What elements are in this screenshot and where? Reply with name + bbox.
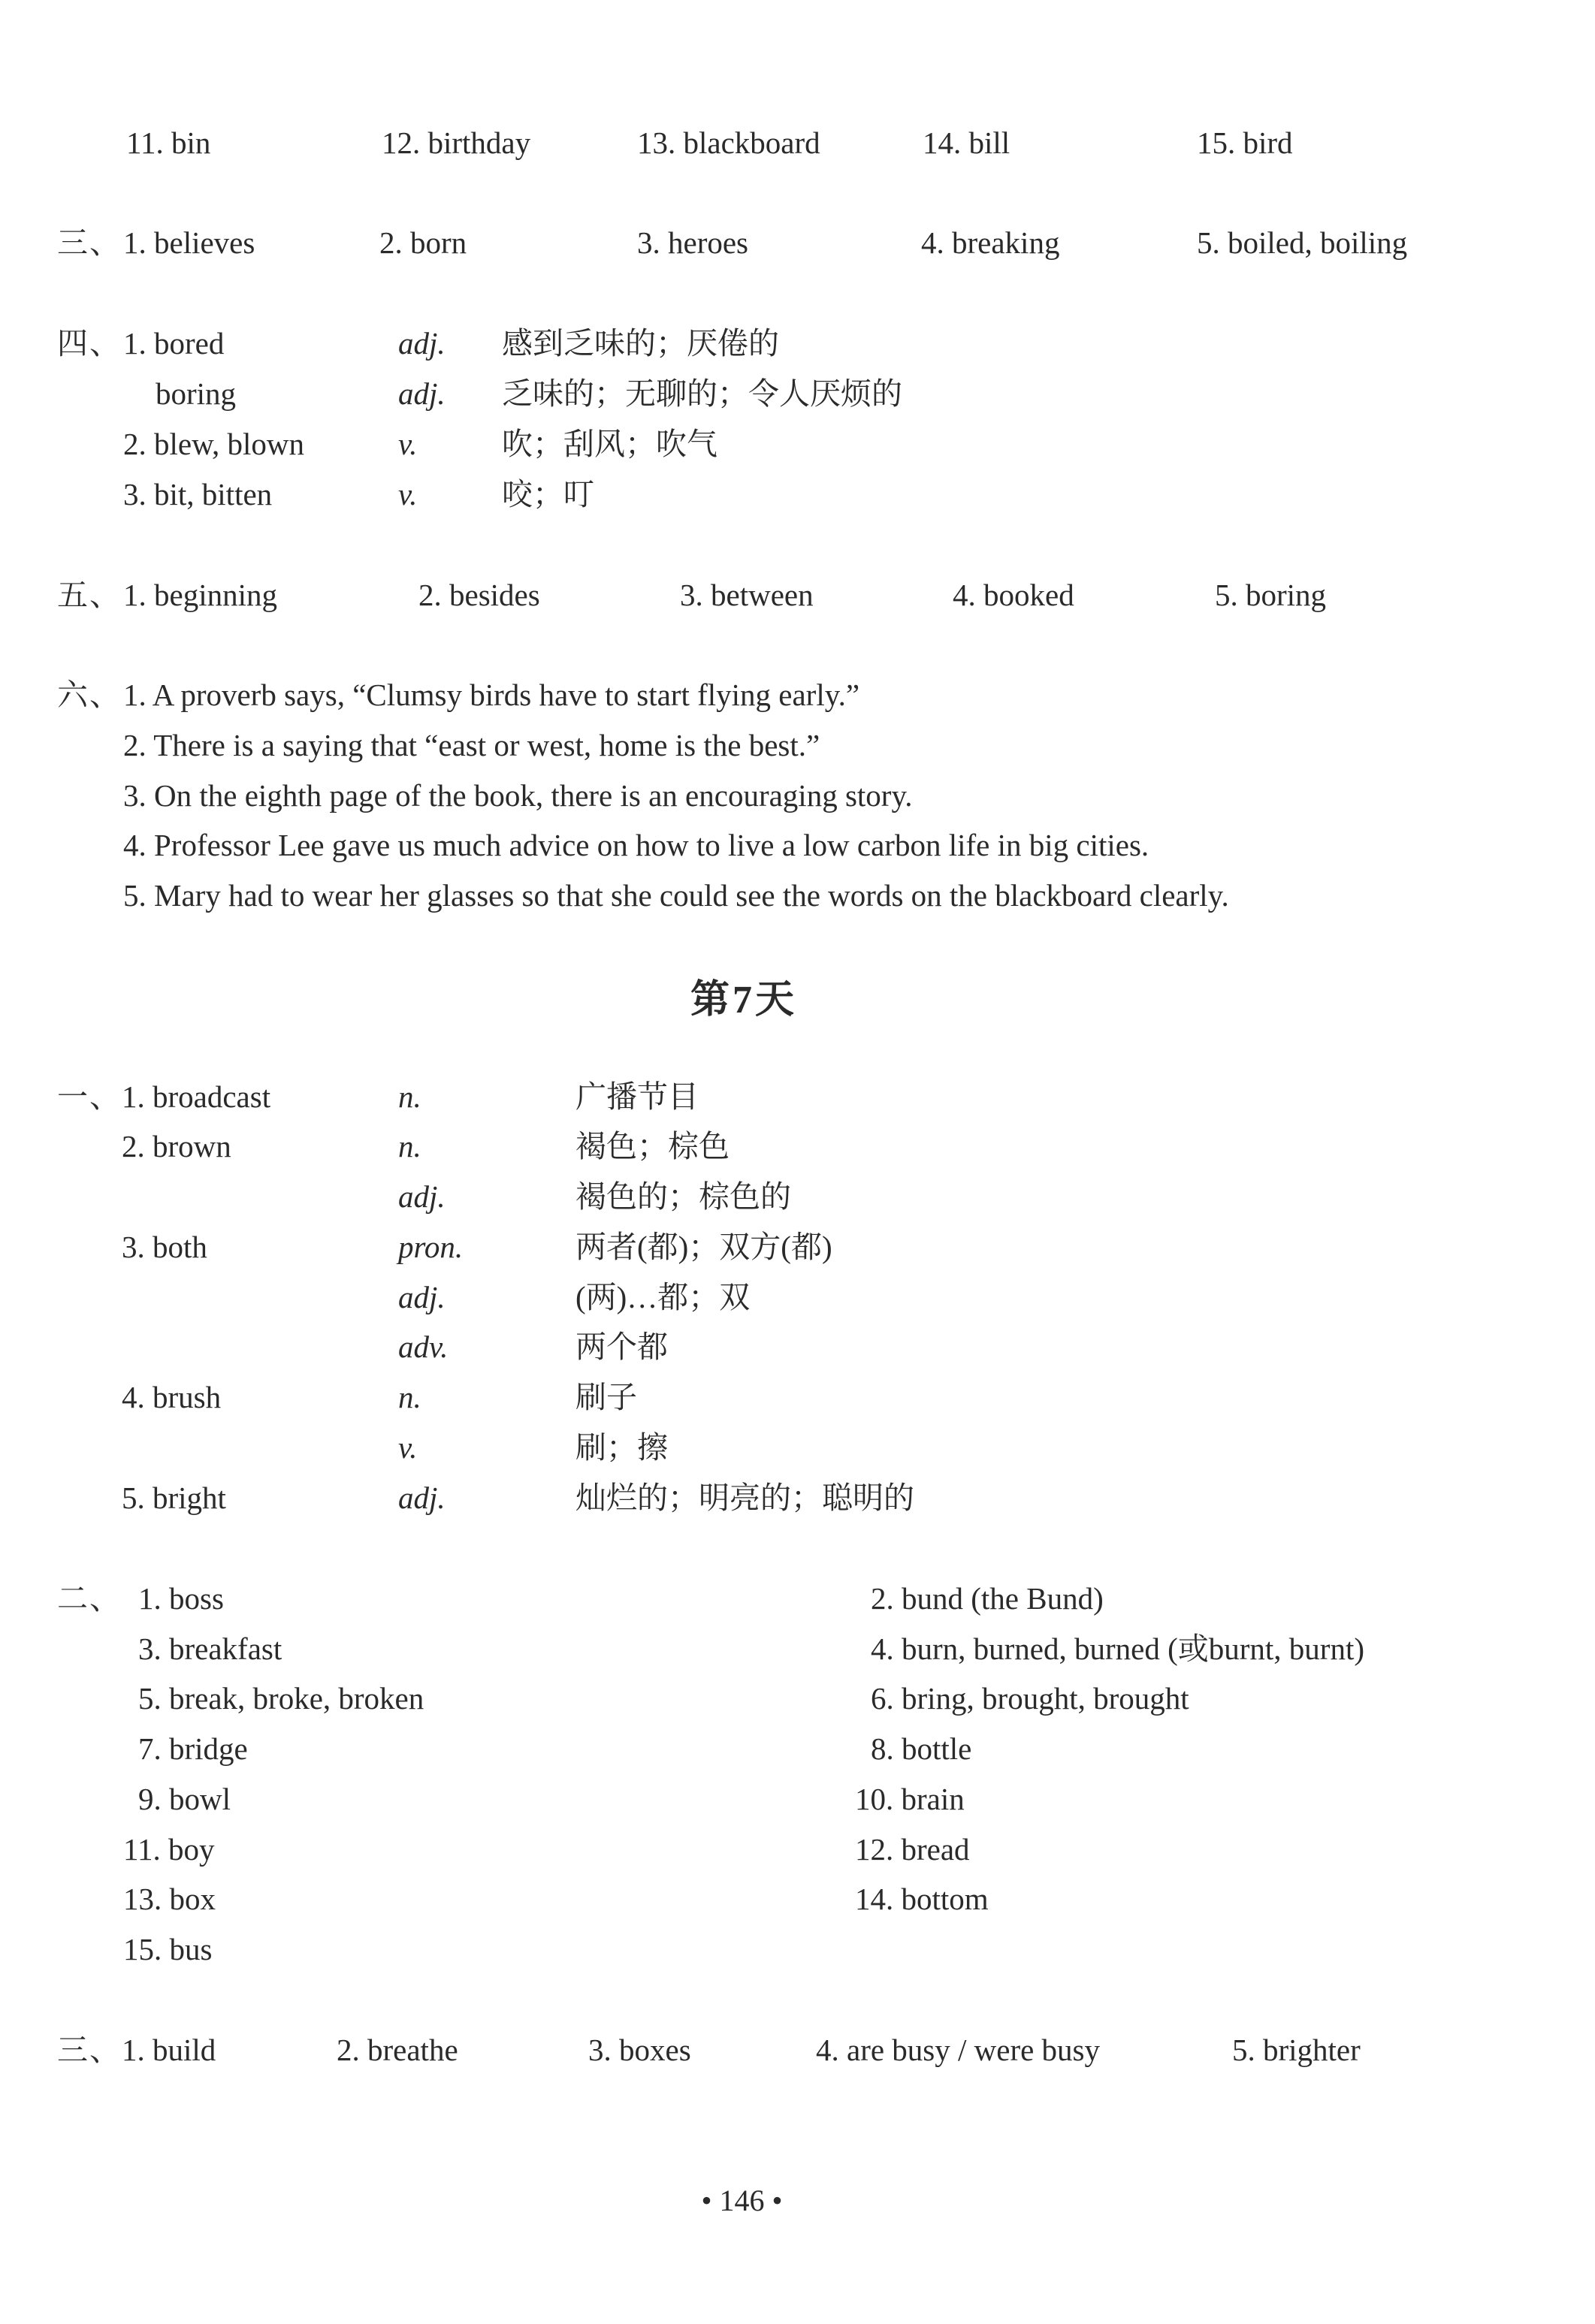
vocab-word: 1. bored [123, 326, 225, 361]
vocab-word: 1. broadcast [122, 1079, 271, 1114]
vocab-word: 5. bright [122, 1480, 226, 1515]
answer-item: 15. bus [123, 1932, 213, 1966]
answer-item: 7. bridge [138, 1731, 248, 1766]
part-of-speech: adj. [398, 376, 446, 411]
part-of-speech: v. [398, 427, 418, 461]
vocab-meaning: 褐色的；棕色的 [575, 1179, 791, 1214]
answer-item: 8. bottle [871, 1731, 972, 1766]
answer-item: 3. heroes [637, 225, 749, 260]
vocab-meaning: 吹；刮风；吹气 [502, 427, 717, 461]
vocab-meaning: 两个都 [575, 1330, 668, 1364]
part-of-speech: adj. [398, 1280, 446, 1314]
answer-item: 3. between [680, 578, 814, 612]
answer-item: 14. bottom [855, 1882, 989, 1916]
vocab-word: 2. brown [122, 1129, 231, 1164]
part-of-speech: adj. [398, 326, 446, 361]
section-marker: 二、 [57, 1581, 122, 1616]
answer-item: 6. bring, brought, brought [871, 1681, 1189, 1716]
answer-item: 2. besides [418, 578, 540, 612]
vocab-meaning: (两)…都；双 [575, 1280, 751, 1314]
answer-item: 1. boss [138, 1581, 224, 1616]
answer-item: 9. bowl [138, 1782, 231, 1816]
vocab-word: 2. blew, blown [123, 427, 305, 461]
vocab-meaning: 咬；叮 [502, 477, 594, 512]
vocab-word: boring [156, 376, 237, 411]
vocab-meaning: 褐色；棕色 [575, 1129, 730, 1164]
part-of-speech: adj. [398, 1179, 446, 1214]
section-marker: 四、 [57, 326, 122, 361]
answer-item: 1. believes [123, 225, 255, 260]
translation-sentence: 5. Mary had to wear her glasses so that she could see the words on the blackboard clearly. [123, 878, 1229, 913]
answer-item: 15. bird [1197, 125, 1293, 160]
answer-item: 5. boring [1215, 578, 1327, 612]
vocab-meaning: 乏味的；无聊的；令人厌烦的 [502, 376, 902, 411]
day-title: 第7天 [690, 979, 797, 1022]
vocab-word: 4. brush [122, 1380, 222, 1414]
vocab-meaning: 两者(都)；双方(都) [575, 1230, 832, 1264]
answer-item: 13. box [123, 1882, 216, 1916]
vocab-word: 3. bit, bitten [123, 477, 273, 512]
section-marker: 三、 [57, 2033, 122, 2067]
answer-item: 11. bin [126, 125, 211, 160]
vocab-meaning: 刷子 [575, 1380, 637, 1414]
answer-item: 1. beginning [123, 578, 277, 612]
part-of-speech: v. [398, 1430, 418, 1465]
translation-sentence: 4. Professor Lee gave us much advice on how to live a low carbon life in big cities. [123, 828, 1149, 862]
part-of-speech: n. [398, 1380, 421, 1414]
part-of-speech: adv. [398, 1330, 449, 1364]
section-marker: 一、 [57, 1079, 122, 1114]
answer-item: 12. birthday [382, 125, 531, 160]
part-of-speech: pron. [398, 1230, 464, 1264]
answer-item: 13. blackboard [637, 125, 820, 160]
answer-item: 10. brain [855, 1782, 965, 1816]
answer-item: 1. build [122, 2033, 216, 2067]
part-of-speech: adj. [398, 1480, 446, 1515]
translation-sentence: 1. A proverb says, “Clumsy birds have to start flying early.” [123, 678, 860, 712]
answer-item: 4. are busy / were busy [816, 2033, 1101, 2067]
answer-item: 2. born [379, 225, 467, 260]
section-marker: 五、 [57, 578, 122, 612]
answer-item: 2. breathe [337, 2033, 458, 2067]
section-marker: 三、 [57, 225, 122, 260]
translation-sentence: 2. There is a saying that “east or west, home is the best.” [123, 728, 820, 762]
part-of-speech: n. [398, 1079, 421, 1114]
part-of-speech: n. [398, 1129, 421, 1164]
answer-item: 4. burn, burned, burned (或burnt, burnt) [871, 1631, 1365, 1666]
answer-item: 4. booked [953, 578, 1074, 612]
answer-item: 11. boy [123, 1832, 215, 1867]
answer-item: 5. boiled, boiling [1197, 225, 1408, 260]
vocab-meaning: 广播节目 [575, 1079, 699, 1114]
answer-item: 12. bread [855, 1832, 970, 1867]
answer-item: 2. bund (the Bund) [871, 1581, 1104, 1616]
section-marker: 六、 [57, 678, 122, 712]
vocab-meaning: 刷；擦 [575, 1430, 668, 1465]
page-number: • 146 • [701, 2184, 783, 2217]
answer-item: 3. boxes [588, 2033, 691, 2067]
part-of-speech: v. [398, 477, 418, 512]
answer-item: 14. bill [923, 125, 1010, 160]
answer-item: 4. breaking [921, 225, 1060, 260]
vocab-meaning: 感到乏味的；厌倦的 [502, 326, 779, 361]
answer-item: 5. break, broke, broken [138, 1681, 424, 1716]
translation-sentence: 3. On the eighth page of the book, there is an encouraging story. [123, 778, 913, 813]
vocab-word: 3. both [122, 1230, 207, 1264]
vocab-meaning: 灿烂的；明亮的；聪明的 [575, 1480, 914, 1515]
answer-item: 5. brighter [1232, 2033, 1361, 2067]
answer-item: 3. breakfast [138, 1631, 282, 1666]
